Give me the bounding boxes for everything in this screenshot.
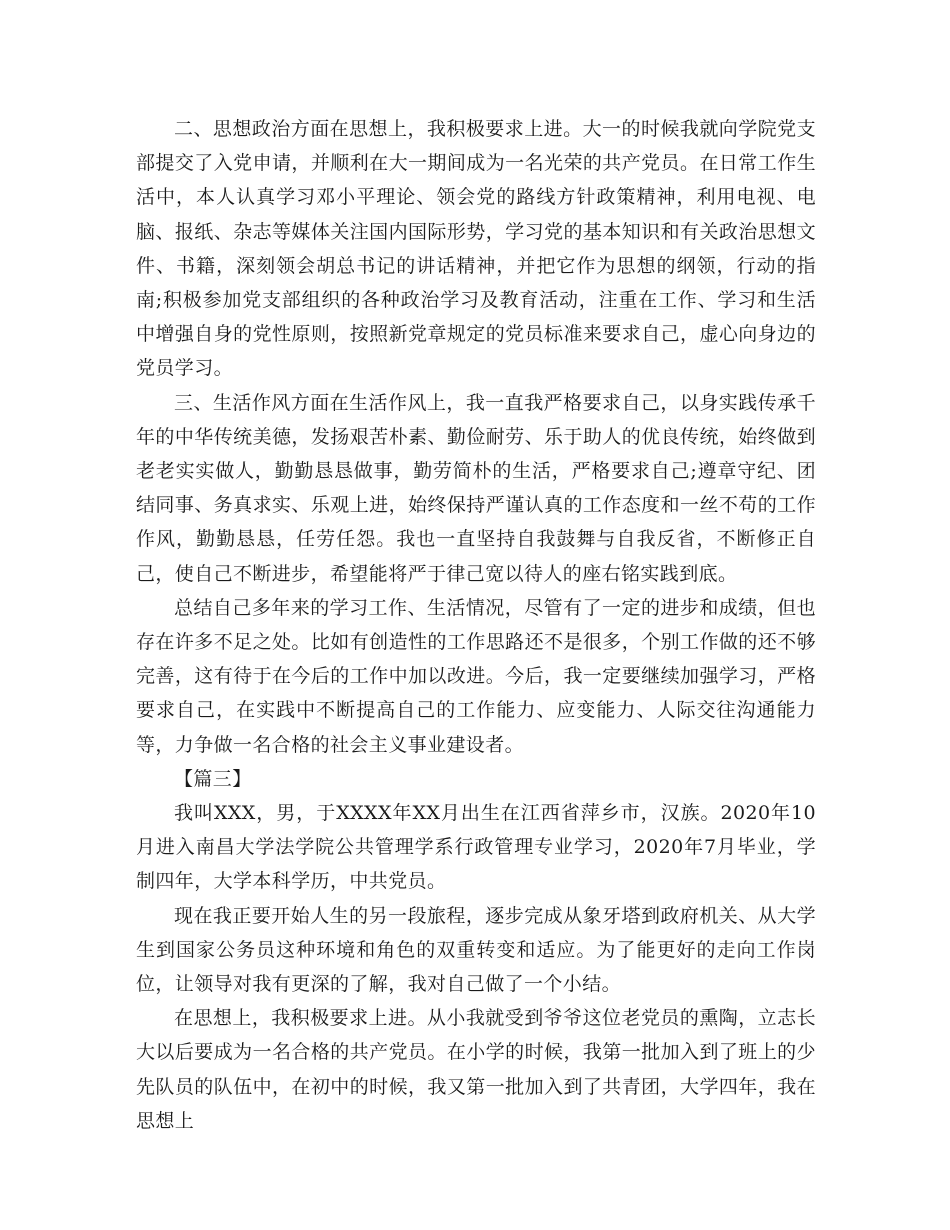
paragraph-transition: 现在我正要开始人生的另一段旅程，逐步完成从象牙塔到政府机关、从大学生到国家公务员这种环境和角色的双重转变和适应。为了能更好的走向工作岗位，让领导对我有更深的了解，我对自己做了一个小结。 <box>136 904 816 996</box>
paragraph-lifestyle: 三、生活作风方面在生活作风上，我一直我严格要求自己，以身实践传承千年的中华传统美德，发扬艰苦朴素、勤俭耐劳、乐于助人的优良传统，始终做到老老实实做人，勤勤恳恳做事，勤劳简朴的生活，严格要求自己;遵章守纪、团结同事、务真求实、乐观上进，始终保持严谨认真的工作态度和一丝不苟的工作作风，勤勤恳恳，任劳任怨。我也一直坚持自我鼓舞与自我反省，不断修正自己，使自己不断进步，希望能将严于律己宽以待人的座右铭实践到底。 <box>136 391 816 585</box>
paragraph-political: 二、思想政治方面在思想上，我积极要求上进。大一的时候我就向学院党支部提交了入党申请，并顺利在大一期间成为一名光荣的共产党员。在日常工作生活中，本人认真学习邓小平理论、领会党的路线方针政策精神，利用电视、电脑、报纸、杂志等媒体关注国内国际形势，学习党的基本知识和有关政治思想文件、书籍，深刻领会胡总书记的讲话精神，并把它作为思想的纲领，行动的指南;积极参加党支部组织的各种政治学习及教育活动，注重在工作、学习和生活中增强自身的党性原则，按照新党章规定的党员标准来要求自己，虚心向身边的党员学习。 <box>136 118 816 380</box>
paragraph-ideology: 在思想上，我积极要求上进。从小我就受到爷爷这位老党员的熏陶，立志长大以后要成为一名合格的共产党员。在小学的时候，我第一批加入到了班上的少先队员的队伍中，在初中的时候，我又第一批加入到了共青团，大学四年，我在思想上 <box>136 1007 816 1132</box>
section-heading: 【篇三】 <box>174 767 252 790</box>
paragraph-intro: 我叫XXX，男，于XXXX年XX月出生在江西省萍乡市，汉族。2020年10月进入南昌大学法学院公共管理学系行政管理专业学习，2020年7月毕业，学制四年，大学本科学历，中共党员。 <box>136 802 816 893</box>
document-page <box>136 112 816 1138</box>
paragraph-summary: 总结自己多年来的学习工作、生活情况，尽管有了一定的进步和成绩，但也存在许多不足之处。比如有创造性的工作思路还不是很多，个别工作做的还不够完善，这有待于在今后的工作中加以改进。今后，我一定要继续加强学习，严格要求自己，在实践中不断提高自己的工作能力、应变能力、人际交往沟通能力等，力争做一名合格的社会主义事业建设者。 <box>136 596 816 756</box>
